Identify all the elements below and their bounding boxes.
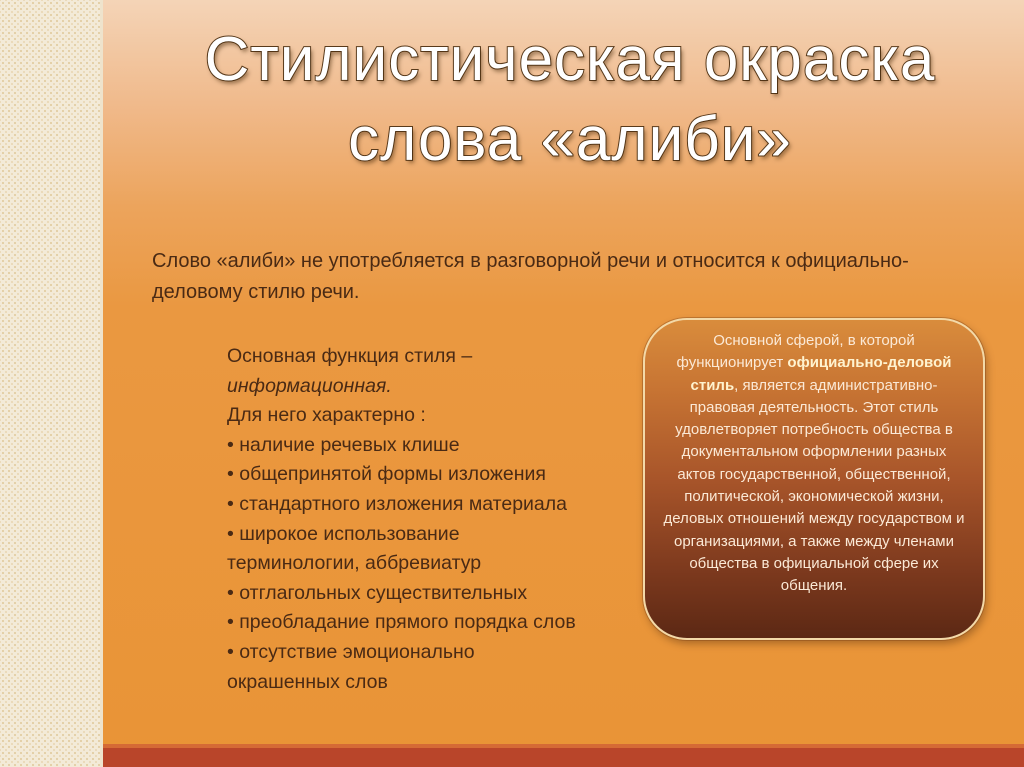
callout-emphasis: официально-деловой стиль bbox=[690, 354, 952, 394]
callout-text-start: Основной сферой, в которой функционирует bbox=[676, 332, 915, 372]
slide-title-line-2: слова «алиби» bbox=[348, 105, 792, 174]
bottom-band bbox=[103, 748, 1024, 767]
intro-paragraph: Слово «алиби» не употребляется в разговорной речи и относится к официально-деловому стилю речи. bbox=[152, 250, 909, 303]
characteristic-item: • широкое использование bbox=[227, 522, 460, 545]
callout-text-end: , является административно-правовая деятельность. Этот стиль удовлетворяет потребность общества в документальном оформлении разных актов государственной, общественной, политической, экономической жизни, деловых отношений между государством и организациями, а также между членами общества в официальной сфере их общения. bbox=[663, 376, 965, 595]
characteristic-item: • общепринятой формы изложения bbox=[227, 463, 546, 486]
slide-title bbox=[140, 20, 1000, 180]
characteristic-item: • отсутствие эмоционально bbox=[227, 640, 475, 663]
style-characteristics-block bbox=[227, 342, 637, 697]
characteristic-item-continuation: терминологии, аббревиатур bbox=[227, 552, 482, 575]
decorative-left-strip bbox=[0, 0, 100, 767]
characteristic-item: • преобладание прямого порядка слов bbox=[227, 611, 576, 634]
characteristic-item: • стандартного изложения материала bbox=[227, 492, 568, 515]
characteristics-heading: Для него характерно : bbox=[227, 404, 426, 427]
characteristic-item: • наличие речевых клише bbox=[227, 433, 460, 456]
main-function-value: информационная. bbox=[227, 374, 392, 397]
characteristic-item: • отглагольных существительных bbox=[227, 581, 528, 604]
main-function-label: Основная функция стиля – bbox=[227, 345, 473, 367]
sphere-callout-box bbox=[643, 318, 985, 640]
slide-title-line-1: Стилистическая окраска bbox=[204, 25, 936, 94]
characteristic-item-continuation: окрашенных слов bbox=[227, 670, 388, 693]
